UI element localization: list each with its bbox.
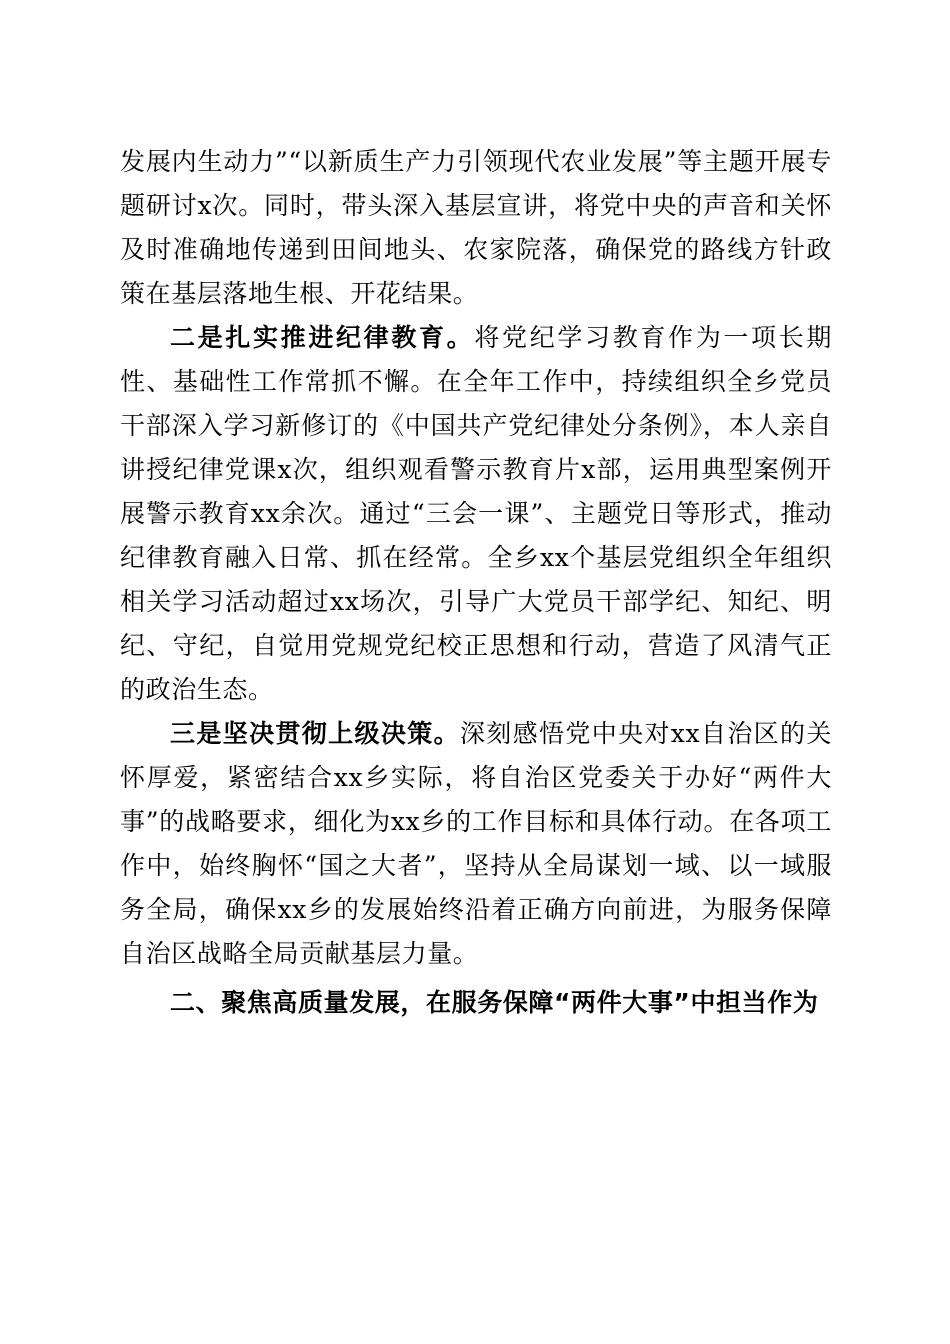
point-two-lead: 二是扎实推进纪律教育。: [170, 323, 475, 352]
paragraph-point-two: [120, 316, 832, 712]
point-three-body: 深刻感悟党中央对xx自治区的关怀厚爱，紧密结合xx乡实际，将自治区党委关于办好“两件大事”的战略要求，细化为xx乡的工作目标和具体行动。在各项工作中，始终胸怀“国之大者”，坚持从全局谋划一域、以一域服务全局，确保xx乡的发展始终沿着正确方向前进，为服务保障自治区战略全局贡献基层力量。: [120, 719, 832, 968]
section-heading: 二、聚焦高质量发展，在服务保障“两件大事”中担当作为: [170, 988, 819, 1017]
document-body: [120, 140, 832, 1026]
paragraph-continuation: 发展内生动力”“以新质生产力引领现代农业发展”等主题开展专题研讨x次。同时，带头深入基层宣讲，将党中央的声音和关怀及时准确地传递到田间地头、农家院落，确保党的路线方针政策在基层落地生根、开花结果。: [120, 147, 832, 308]
point-two-body: 将党纪学习教育作为一项长期性、基础性工作常抓不懈。在全年工作中，持续组织全乡党员干部深入学习新修订的《中国共产党纪律处分条例》，本人亲自讲授纪律党课x次，组织观看警示教育片x部，运用典型案例开展警示教育xx余次。通过“三会一课”、主题党日等形式，推动纪律教育融入日常、抓在经常。全乡xx个基层党组织全年组织相关学习活动超过xx场次，引导广大党员干部学纪、知纪、明纪、守纪，自觉用党规党纪校正思想和行动，营造了风清气正的政治生态。: [120, 323, 832, 704]
point-three-lead: 三是坚决贯彻上级决策。: [170, 719, 460, 748]
paragraph-point-three: [120, 712, 832, 976]
